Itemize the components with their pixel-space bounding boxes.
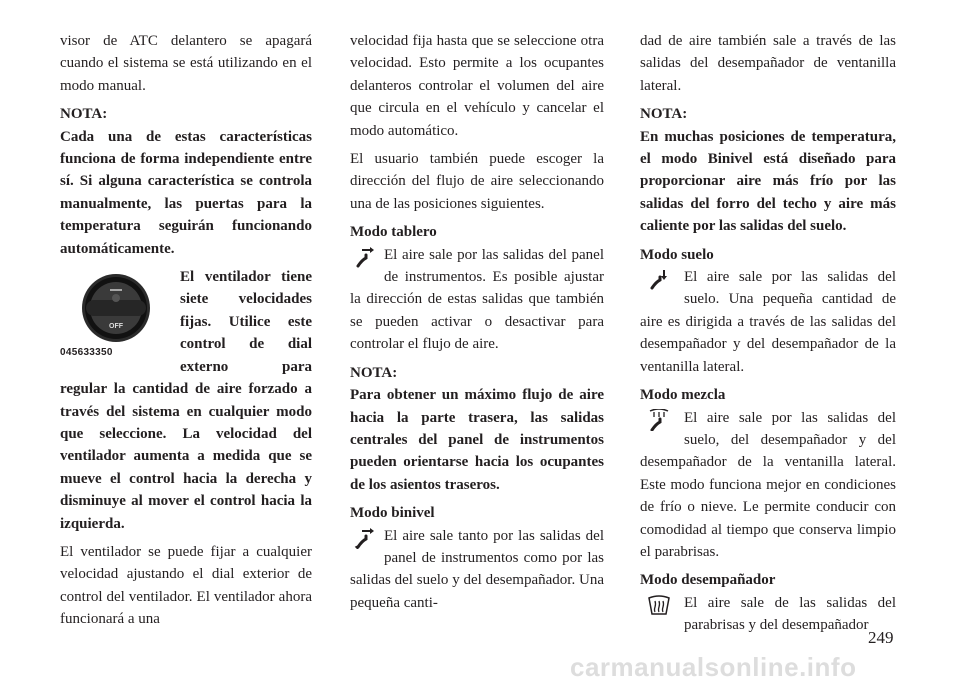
mix-mode-heading: Modo mezcla (640, 387, 726, 404)
panel-mode-text: El aire sale por las salidas del panel de instrumentos. Es posible ajustar la dirección de estas salidas que también se pueden activar o desactivar para controlar el flujo de aire. (350, 246, 604, 353)
paragraph-airflow-direction: El usuario también puede escoger la dirección del flujo de aire seleccionando una de las posiciones siguientes. (350, 151, 604, 212)
fan-knob-image (60, 266, 172, 370)
note-heading: NOTA: (60, 106, 108, 123)
defrost-mode-icon (648, 594, 670, 616)
mix-mode-icon (648, 409, 670, 431)
note-heading: NOTA: (350, 364, 398, 381)
note-text-rear-airflow: Para obtener un máximo flujo de aire hacia la parte trasera, las salidas centrales del panel de instrumentos pueden orientarse hacia los ocupantes de los asientos traseros. (350, 387, 604, 493)
mix-mode-block (640, 407, 896, 564)
floor-mode-text: El aire sale por las salidas del suelo. Una pequeña cantidad de aire es dirigida a través de las salidas del desempañador y del desempañador de la ventanilla lateral. (640, 269, 896, 375)
bilevel-mode-heading: Modo binivel (350, 505, 435, 522)
knob-off-label: OFF (109, 323, 123, 331)
paragraph-fixed-speed: velocidad fija hasta que se seleccione otra velocidad. Esto permite a los ocupantes delanteros controlar el volumen del aire que circula en el vehículo y cancelar el modo automático. (350, 33, 604, 139)
floor-mode-icon (648, 268, 670, 290)
note-heading: NOTA: (640, 106, 688, 123)
bilevel-mode-text: El aire sale tanto por las salidas del panel de instrumentos como por las salidas del suelo y del desempañador. Una pequeña canti- (350, 527, 604, 611)
defrost-mode-block (640, 592, 896, 636)
bilevel-mode-icon (354, 527, 376, 549)
bilevel-mode-block (350, 525, 604, 615)
note-text-independent: Cada una de estas características funciona de forma independiente entre sí. Si alguna característica se controla manualmente, las puertas para la temperatura seguirán funcionando automáticamente. (60, 128, 312, 257)
floor-mode-heading: Modo suelo (640, 246, 714, 263)
paragraph-fan-fixed: El ventilador se puede fijar a cualquier velocidad ajustando el dial exterior de control del ventilador. El ventilador ahora funcionará a una (60, 543, 312, 628)
defrost-mode-text: El aire sale de las salidas del parabrisas y del desempañador (684, 594, 896, 634)
panel-mode-icon (354, 246, 376, 268)
paragraph-atc-off: visor de ATC delantero se apagará cuando el sistema se está utilizando en el modo manual. (60, 33, 312, 94)
fan-speed-text: El ventilador tiene siete velocidades fijas. Utilice este control de dial externo para regular la cantidad de aire forzado a través del sistema en cualquier modo que seleccione. La velocidad del ventilador aumenta a medida que se mueve el control hacia la derecha y disminuye al mover el control hacia la izquierda. (60, 269, 312, 532)
note-text-bilevel: En muchas posiciones de temperatura, el modo Binivel está diseñado para proporcionar aire más frío por las salidas del forro del techo y aire más caliente por las salidas del suelo. (640, 128, 896, 235)
column-middle (350, 30, 604, 620)
figure-id: 045633350 (60, 346, 113, 358)
page-number: 249 (868, 628, 894, 647)
panel-mode-block (350, 244, 604, 356)
floor-mode-block (640, 266, 896, 378)
column-left (60, 30, 312, 637)
mix-mode-text: El aire sale por las salidas del suelo, del desempañador y del desempañador de la ventanilla lateral. Este modo funciona mejor en condiciones de frío o nieve. Le permite conducir con comodidad al tiempo que conserva limpio el parabrisas. (640, 409, 896, 560)
defrost-mode-heading: Modo desempañador (640, 572, 776, 589)
column-right (640, 30, 896, 642)
fan-knob-icon (60, 266, 172, 350)
paragraph-side-window: dad de aire también sale a través de las salidas del desempañador de ventanilla lateral. (640, 33, 896, 94)
watermark: carmanualsonline.info (570, 652, 857, 682)
panel-mode-heading: Modo tablero (350, 224, 437, 241)
